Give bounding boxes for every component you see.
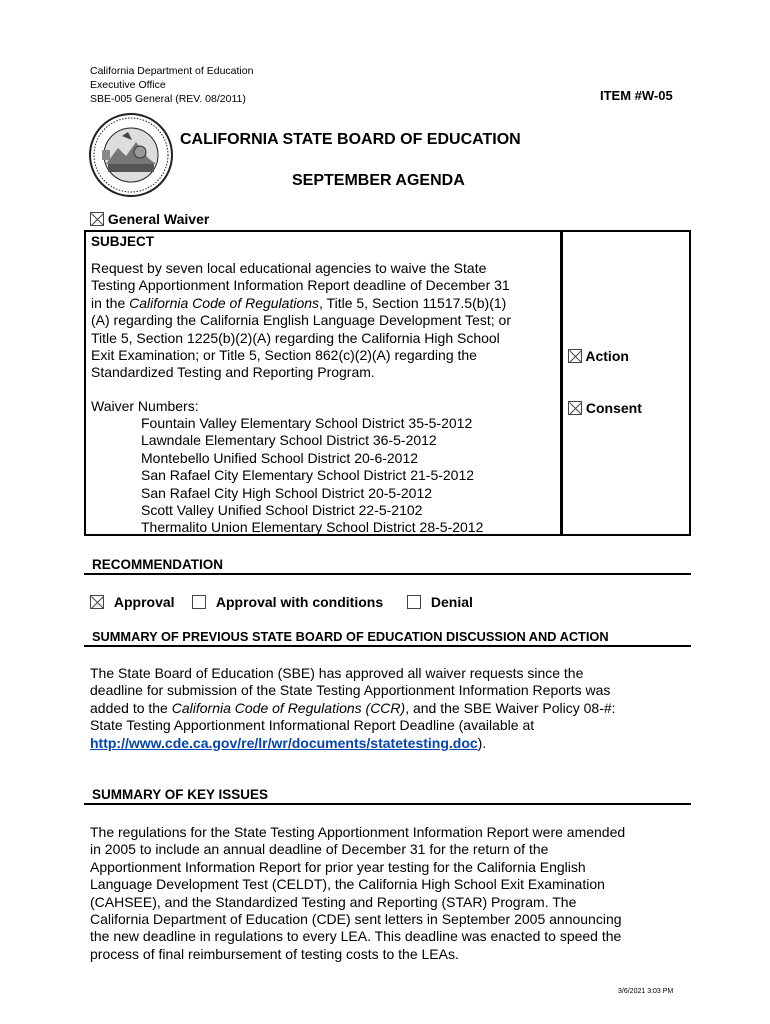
denial-checkbox[interactable]	[407, 595, 421, 609]
approval-conditions-checkbox[interactable]	[192, 595, 206, 609]
key-issues-line: California Department of Education (CDE) sent letters in September 2005 announcing	[90, 911, 622, 928]
waiver-item: Thermalito Union Elementary School District 28-5-2012	[141, 519, 484, 536]
general-waiver-label: General Waiver	[107, 211, 210, 227]
footer-timestamp: 3/6/2021 3:03 PM	[618, 988, 674, 995]
board-title: CALIFORNIA STATE BOARD OF EDUCATION	[180, 131, 521, 148]
consent-option	[568, 400, 642, 416]
subject-description	[91, 260, 561, 382]
previous-line: http://www.cde.ca.gov/re/lr/wr/documents/statetesting.doc).	[90, 734, 487, 751]
agenda-title: SEPTEMBER AGENDA	[292, 172, 465, 189]
consent-checkbox[interactable]	[568, 401, 582, 415]
key-issues-body	[90, 824, 690, 963]
key-issues-line: Language Development Test (CELDT), the California High School Exit Examination	[90, 876, 605, 893]
waiver-numbers-label: Waiver Numbers:	[91, 398, 199, 414]
consent-label: Consent	[585, 400, 642, 416]
key-issues-line: in 2005 to include an annual deadline of December 31 for the return of the	[90, 841, 549, 858]
previous-line: The State Board of Education (SBE) has approved all waiver requests since the	[90, 665, 584, 681]
waiver-item: Scott Valley Unified School District 22-5-2102	[141, 502, 423, 519]
approval-label: Approval	[113, 594, 175, 610]
action-checkbox[interactable]	[568, 349, 582, 363]
waiver-item: Fountain Valley Elementary School District 35-5-2012	[141, 415, 473, 431]
waiver-item: San Rafael City Elementary School District 21-5-2012	[141, 467, 475, 484]
subject-line: Standardized Testing and Reporting Program.	[91, 364, 375, 381]
waiver-item: San Rafael City High School District 20-5-2012	[141, 484, 433, 501]
key-issues-line: Apportionment Information Report for prior year testing for the California English	[90, 858, 586, 875]
recommendation-heading: RECOMMENDATION	[92, 557, 223, 572]
state-seal-icon	[88, 112, 174, 198]
general-waiver-option	[90, 211, 209, 227]
key-issues-line: process of final reimbursement of testing costs to the LEAs.	[90, 945, 459, 962]
approval-checkbox[interactable]	[90, 595, 104, 609]
subject-line: in the California Code of Regulations, Title 5, Section 11517.5(b)(1)	[91, 294, 507, 311]
action-option	[568, 348, 629, 364]
action-label: Action	[585, 348, 629, 364]
key-issues-heading: SUMMARY OF KEY ISSUES	[92, 787, 269, 802]
key-issues-line: (CAHSEE), and the Standardized Testing and Reporting (STAR) Program. The	[90, 893, 577, 910]
subject-line: Request by seven local educational agencies to waive the State	[91, 260, 487, 276]
item-number: ITEM #W-05	[600, 88, 673, 103]
previous-line: State Testing Apportionment Informational Report Deadline (available at	[90, 717, 535, 734]
statetesting-doc-link[interactable]: http://www.cde.ca.gov/re/lr/wr/documents/statetesting.doc	[90, 734, 478, 751]
recommendation-rule	[84, 573, 691, 575]
approval-conditions-option	[192, 594, 383, 610]
approval-option	[90, 594, 175, 610]
previous-line: deadline for submission of the State Testing Apportionment Information Reports was	[90, 682, 611, 699]
waiver-item: Lawndale Elementary School District 36-5-2012	[141, 432, 437, 449]
header-form: SBE-005 General (REV. 08/2011)	[90, 93, 246, 105]
subject-heading: SUBJECT	[91, 234, 155, 249]
header-office: Executive Office	[90, 79, 166, 91]
previous-line: added to the California Code of Regulations (CCR), and the SBE Waiver Policy 08-#:	[90, 699, 616, 716]
subject-line: Title 5, Section 1225(b)(2)(A) regarding the California High School	[91, 329, 500, 346]
waiver-item: Montebello Unified School District 20-6-2012	[141, 449, 419, 466]
previous-rule	[84, 645, 691, 647]
approval-conditions-label: Approval with conditions	[215, 594, 384, 610]
subject-line: Exit Examination; or Title 5, Section 862(c)(2)(A) regarding the	[91, 347, 477, 364]
previous-heading: SUMMARY OF PREVIOUS STATE BOARD OF EDUCATION DISCUSSION AND ACTION	[92, 629, 609, 644]
denial-option	[407, 594, 473, 610]
key-issues-line: The regulations for the State Testing Apportionment Information Report were amended	[90, 824, 626, 840]
previous-summary	[90, 665, 690, 752]
waiver-list	[141, 415, 483, 537]
denial-label: Denial	[430, 594, 473, 610]
subject-line: (A) regarding the California English Language Development Test; or	[91, 312, 511, 329]
subject-box	[84, 230, 691, 536]
general-waiver-checkbox[interactable]	[90, 212, 104, 226]
subject-line: Testing Apportionment Information Report deadline of December 31	[91, 277, 510, 294]
header-dept: California Department of Education	[90, 65, 254, 77]
key-issues-rule	[84, 803, 691, 805]
key-issues-line: the new deadline in regulations to every LEA. This deadline was enacted to speed the	[90, 928, 622, 945]
